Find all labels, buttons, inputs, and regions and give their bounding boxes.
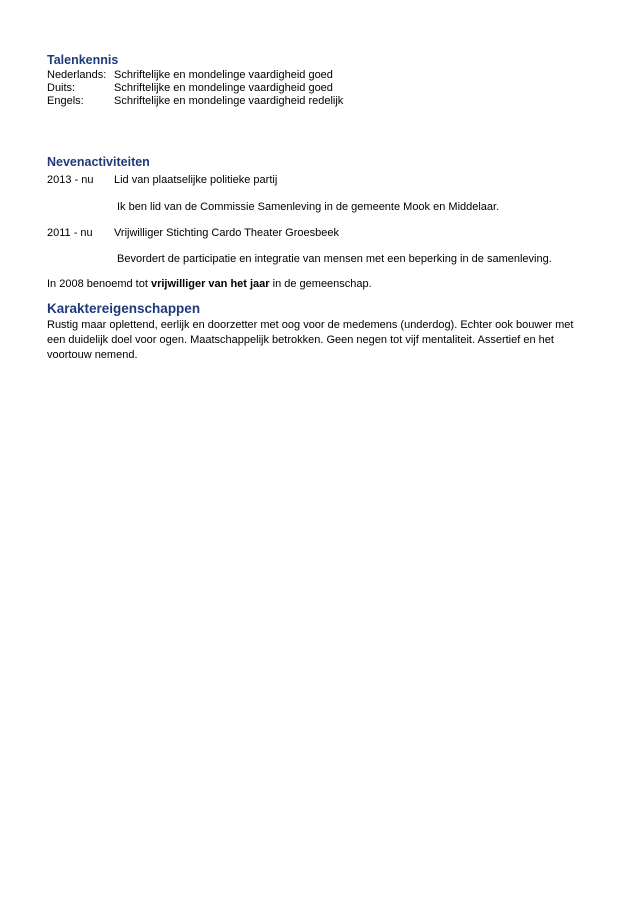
award-line [47, 278, 372, 291]
language-name: Nederlands: [47, 69, 107, 81]
activity-title: Lid van plaatselijke politieke partij [114, 174, 278, 186]
award-text-after: in de gemeenschap. [269, 278, 372, 290]
language-name: Engels: [47, 95, 84, 107]
activity-detail: Ik ben lid van de Commissie Samenleving in de gemeente Mook en Middelaar. [117, 201, 500, 213]
activity-title: Vrijwilliger Stichting Cardo Theater Groesbeek [114, 227, 339, 239]
activity-detail: Bevordert de participatie en integratie van mensen met een beperking in de samenleving. [117, 253, 552, 265]
award-highlight: vrijwilliger van het jaar [150, 278, 270, 290]
activity-period: 2011 - nu [47, 227, 93, 239]
character-description: Rustig maar oplettend, eerlijk en doorzetter met oog voor de medemens (underdog). Echter ook bouwer met een duidelijk doel voor ogen. Maatschappelijk betrokken. Geen negen tot vijf mentaliteit. Assertief en het voortouw nemend. [47, 319, 574, 361]
language-level: Schriftelijke en mondelinge vaardigheid goed [114, 82, 333, 94]
language-level: Schriftelijke en mondelinge vaardigheid goed [114, 69, 333, 81]
language-name: Duits: [47, 82, 76, 94]
language-level: Schriftelijke en mondelinge vaardigheid redelijk [114, 95, 344, 107]
section-heading-karaktereigenschappen: Karaktereigenschappen [47, 301, 201, 316]
section-heading-talenkennis: Talenkennis [47, 53, 119, 67]
award-text-before: In 2008 benoemd tot [47, 278, 151, 290]
activity-period: 2013 - nu [47, 174, 94, 186]
section-heading-nevenactiviteiten: Nevenactiviteiten [47, 155, 150, 169]
